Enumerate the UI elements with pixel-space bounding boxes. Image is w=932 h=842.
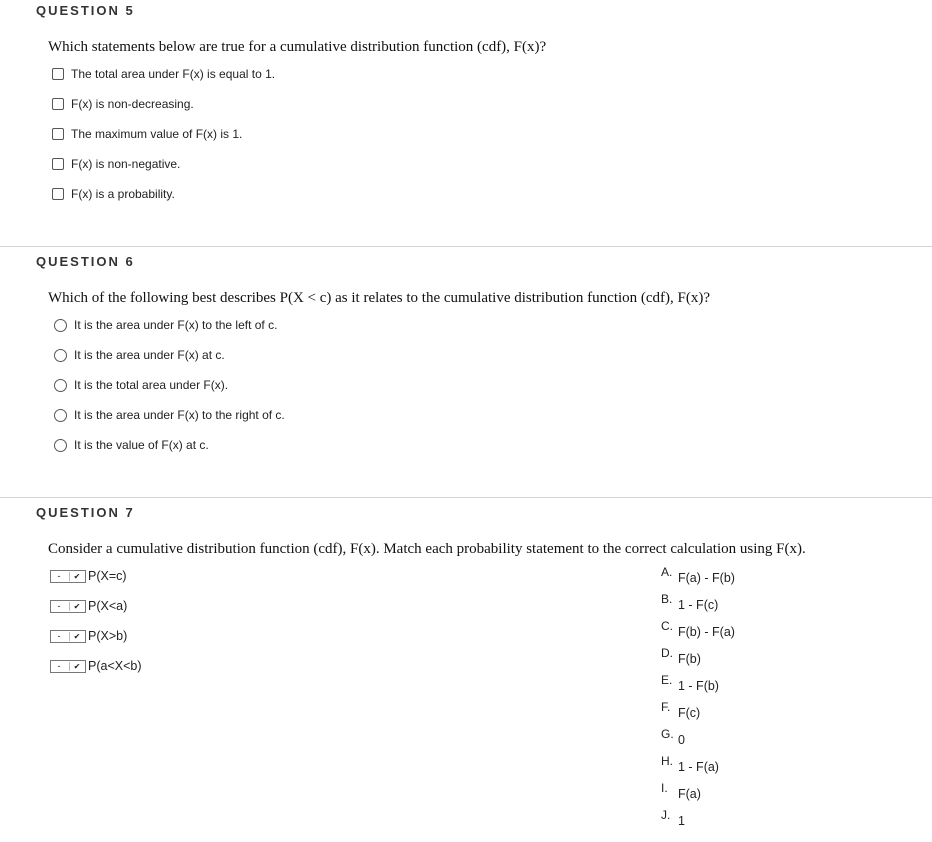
checkbox[interactable] [52,68,64,80]
select-value: - [57,571,61,581]
answer-text: 1 - F(b) [678,679,719,693]
answer-letter: C. [661,619,673,633]
match-select[interactable] [50,660,86,673]
option-label: The maximum value of F(x) is 1. [71,127,243,141]
q6-option-5[interactable] [52,436,209,454]
chevron-down-icon[interactable]: ✔ [69,602,84,611]
q6-option-2[interactable] [52,346,225,364]
answer-letter: B. [661,592,673,606]
question-6-heading: QUESTION 6 [36,254,135,269]
answer-text: F(a) [678,787,701,801]
chevron-down-icon[interactable]: ✔ [69,572,84,581]
match-select[interactable] [50,630,86,643]
statement-label: P(X<a) [88,599,128,613]
option-label: It is the area under F(x) to the right of c. [74,408,285,422]
select-value: - [57,631,61,641]
q6-option-1[interactable] [52,316,277,334]
match-row-2 [50,598,127,614]
option-label: The total area under F(x) is equal to 1. [71,67,276,81]
option-label: It is the value of F(x) at c. [74,438,209,452]
section-divider [0,497,932,498]
option-label: F(x) is a probability. [71,187,175,201]
statement-label: P(X=c) [88,569,127,583]
checkbox[interactable] [52,188,64,200]
option-label: It is the area under F(x) to the left of c. [74,318,278,332]
answer-text: F(b) [678,652,701,666]
match-select[interactable] [50,570,86,583]
checkbox[interactable] [52,128,64,140]
match-row-1 [50,568,127,584]
answer-letter: G. [661,727,674,741]
radio-button[interactable] [54,409,67,422]
option-label: It is the total area under F(x). [74,378,229,392]
question-7-prompt: Consider a cumulative distribution function (cdf), F(x). Match each probability statement to the correct calculation using F(x). [48,541,806,557]
radio-button[interactable] [54,319,67,332]
answer-text: 1 [678,814,685,828]
question-5-heading: QUESTION 5 [36,3,135,18]
radio-button[interactable] [54,349,67,362]
statement-label: P(X>b) [88,629,128,643]
chevron-down-icon[interactable]: ✔ [69,662,84,671]
chevron-down-icon[interactable]: ✔ [69,632,84,641]
answer-text: 0 [678,733,685,747]
answer-letter: H. [661,754,673,768]
answer-letter: E. [661,673,673,687]
answer-letter: D. [661,646,673,660]
answer-text: F(b) - F(a) [678,625,735,639]
section-divider [0,246,932,247]
q5-option-3[interactable] [52,125,242,143]
option-label: F(x) is non-decreasing. [71,97,194,111]
option-label: F(x) is non-negative. [71,157,181,171]
question-5-prompt: Which statements below are true for a cumulative distribution function (cdf), F(x)? [48,39,547,55]
answer-text: F(a) - F(b) [678,571,735,585]
answer-letter: I. [661,781,668,795]
answer-letter: J. [661,808,671,822]
radio-button[interactable] [54,439,67,452]
match-row-3 [50,628,127,644]
question-7-heading: QUESTION 7 [36,505,135,520]
match-select[interactable] [50,600,86,613]
select-value: - [57,661,61,671]
select-value: - [57,601,61,611]
answer-text: F(c) [678,706,701,720]
statement-label: P(a<X<b) [88,659,142,673]
q6-option-3[interactable] [52,376,228,394]
q6-option-4[interactable] [52,406,285,424]
checkbox[interactable] [52,158,64,170]
q5-option-5[interactable] [52,185,175,203]
match-row-4 [50,658,142,674]
answer-text: 1 - F(a) [678,760,719,774]
q5-option-4[interactable] [52,155,180,173]
answer-text: 1 - F(c) [678,598,719,612]
q5-option-2[interactable] [52,95,194,113]
checkbox[interactable] [52,98,64,110]
option-label: It is the area under F(x) at c. [74,348,225,362]
q5-option-1[interactable] [52,65,275,83]
answer-letter: A. [661,565,673,579]
answer-letter: F. [661,700,671,714]
question-6-prompt: Which of the following best describes P(X < c) as it relates to the cumulative distribution function (cdf), F(x)? [48,290,711,306]
radio-button[interactable] [54,379,67,392]
